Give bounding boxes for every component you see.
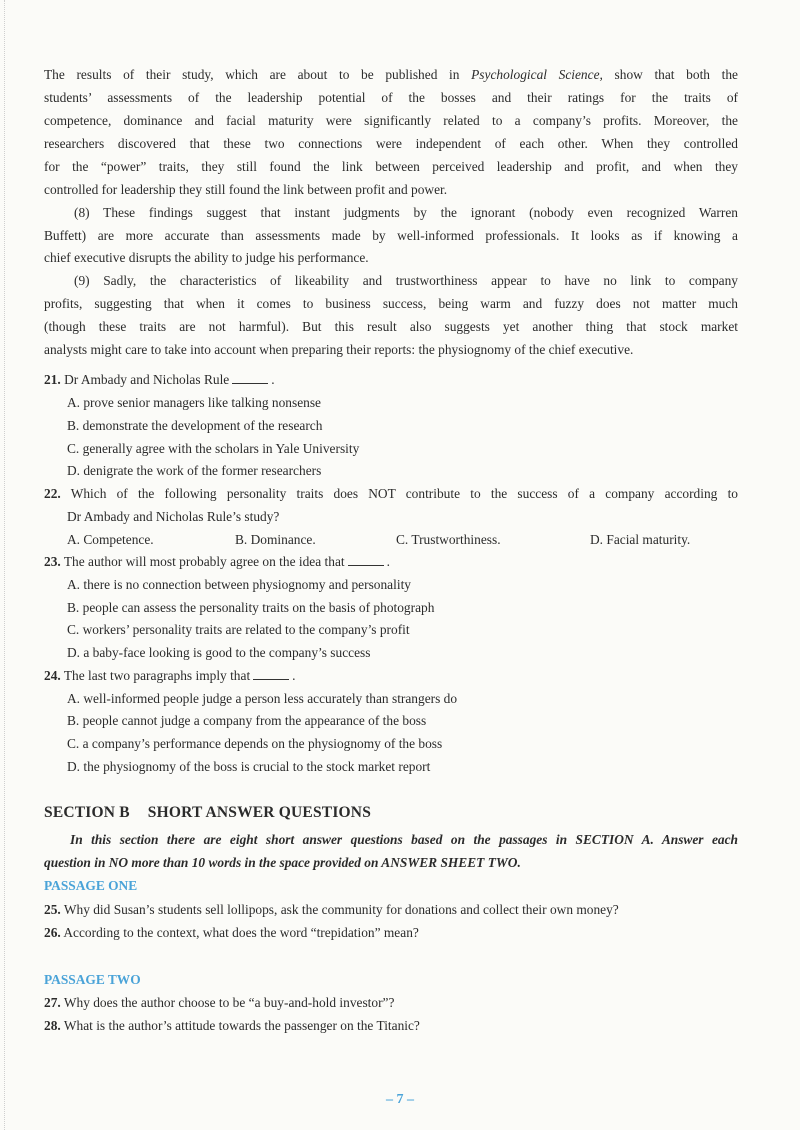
passage-two-heading: PASSAGE TWO [44, 972, 141, 987]
passage-line: (8) These findings suggest that instant judgments by the ignorant (nobody even recognized Warren [74, 205, 738, 220]
section-b-title: SECTION B SHORT ANSWER QUESTIONS [44, 804, 372, 821]
passage-one-heading: PASSAGE ONE [44, 878, 138, 893]
answer-blank [253, 669, 289, 680]
option-23b: B. people can assess the personality traits on the basis of photograph [67, 600, 435, 615]
passage-line: analysts might care to take into account when preparing their reports: the physiognomy of the chief executive. [44, 342, 634, 357]
passage-line: (9) Sadly, the characteristics of likeability and trustworthiness appear to have no link to company [74, 273, 738, 288]
passage-line: profits, suggesting that when it comes to business success, being warm and fuzzy does not matter much [44, 296, 738, 311]
question-26: 26. According to the context, what does the word “trepidation” mean? [44, 925, 419, 940]
passage-line: Buffett) are more accurate than assessments made by well-informed professionals. It looks as if knowing a [44, 228, 738, 243]
option-24b: B. people cannot judge a company from the appearance of the boss [67, 713, 427, 728]
question-22: 22. Which of the following personality traits does NOT contribute to the success of a company according to [44, 486, 738, 501]
section-b-instruction: In this section there are eight short answer questions based on the passages in SECTION A. Answer each [70, 832, 738, 847]
passage-line: students’ assessments of the leadership potential of the bosses and their ratings for the traits of [44, 90, 738, 105]
option-21b: B. demonstrate the development of the research [67, 418, 323, 433]
option-24d: D. the physiognomy of the boss is crucial to the stock market report [67, 759, 431, 774]
passage-line: controlled for leadership they still found the link between profit and power. [44, 182, 448, 197]
question-22-line2: Dr Ambady and Nicholas Rule’s study? [67, 509, 280, 524]
passage-line: The results of their study, which are about to be published in Psychological Science, show that both the [44, 67, 738, 82]
option-23a: A. there is no connection between physiognomy and personality [67, 577, 411, 592]
page-edge [0, 0, 5, 1130]
option-22c: C. Trustworthiness. [396, 532, 501, 547]
option-23c: C. workers’ personality traits are related to the company’s profit [67, 622, 410, 637]
passage-line: (though these traits are not harmful). But this result also suggests yet another thing that stock market [44, 319, 738, 334]
option-22a: A. Competence. [67, 532, 154, 547]
question-21: 21. Dr Ambady and Nicholas Rule . [44, 372, 275, 387]
answer-blank [348, 555, 384, 566]
question-27: 27. Why does the author choose to be “a buy-and-hold investor”? [44, 995, 395, 1010]
passage-line: researchers discovered that these two connections were independent of each other. When they controlled [44, 136, 738, 151]
question-23: 23. The author will most probably agree on the idea that . [44, 554, 390, 569]
answer-blank [232, 373, 268, 384]
passage-line: chief executive disrupts the ability to judge his performance. [44, 250, 369, 265]
option-21a: A. prove senior managers like talking nonsense [67, 395, 321, 410]
question-24: 24. The last two paragraphs imply that . [44, 668, 296, 683]
section-b-instruction-2: question in NO more than 10 words in the space provided on ANSWER SHEET TWO. [44, 855, 521, 870]
question-28: 28. What is the author’s attitude towards the passenger on the Titanic? [44, 1018, 420, 1033]
option-24a: A. well-informed people judge a person less accurately than strangers do [67, 691, 458, 706]
page-number: – 7 – [386, 1092, 414, 1107]
option-22d: D. Facial maturity. [590, 532, 691, 547]
option-23d: D. a baby-face looking is good to the company’s success [67, 645, 371, 660]
question-25: 25. Why did Susan’s students sell lollipops, ask the community for donations and collect their own money? [44, 902, 619, 917]
passage-line: for the “power” traits, they still found the link between perceived leadership and profit, and when they [44, 159, 738, 174]
passage-line: competence, dominance and facial maturity were significantly related to a company’s profits. Moreover, the [44, 113, 738, 128]
option-21d: D. denigrate the work of the former researchers [67, 463, 322, 478]
option-22b: B. Dominance. [235, 532, 316, 547]
option-21c: C. generally agree with the scholars in Yale University [67, 441, 360, 456]
option-24c: C. a company’s performance depends on the physiognomy of the boss [67, 736, 443, 751]
